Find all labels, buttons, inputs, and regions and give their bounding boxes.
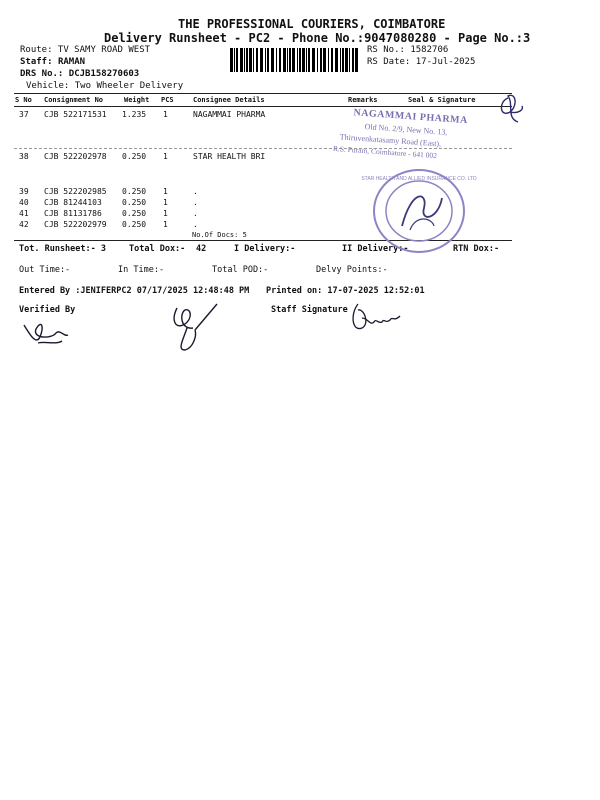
- row-consignment: CJB 81244103: [44, 198, 102, 207]
- staff-signature-label: Staff Signature: [271, 305, 348, 315]
- row-sno: 38: [19, 152, 29, 161]
- row-consignment: CJB 522202979: [44, 220, 107, 229]
- row-consignee: NAGAMMAI PHARMA: [193, 110, 266, 119]
- barcode-bar: [331, 48, 333, 72]
- barcode-bar: [317, 48, 318, 72]
- stamp-line: Thiruvenkatasamy Road (East),: [339, 132, 442, 149]
- row-pcs: 1: [163, 187, 168, 196]
- row-weight: 0.250: [122, 152, 147, 161]
- rs-date: RS Date: 17-Jul-2025: [367, 57, 476, 67]
- drs-value: DCJB158270603: [68, 69, 140, 79]
- drs-label: DRS No.:: [20, 69, 64, 79]
- row-pcs: 1: [163, 220, 168, 229]
- barcode-bar: [342, 48, 344, 72]
- barcode-bar: [279, 48, 281, 72]
- col-pcs: PCS: [161, 96, 174, 104]
- barcode-bar: [349, 48, 350, 72]
- row-pcs: 1: [163, 198, 168, 207]
- row-consignee: .: [193, 198, 198, 207]
- barcode-bar: [265, 48, 266, 72]
- row-sno: 37: [19, 110, 29, 119]
- barcode-bar: [320, 48, 322, 72]
- total-dox-value: 42: [196, 244, 207, 254]
- out-time: Out Time:-: [19, 265, 71, 275]
- staff-value: RAMAN: [57, 57, 86, 67]
- barcode-bar: [302, 48, 305, 72]
- staff-signature: [348, 298, 408, 338]
- barcode-bar: [253, 48, 254, 72]
- no-of-docs: No.Of Docs: 5: [192, 231, 247, 239]
- barcode-bar: [267, 48, 269, 72]
- col-consignee: Consignee Details: [193, 96, 265, 104]
- table-header-rule: [14, 106, 512, 107]
- barcode-bar: [299, 48, 301, 72]
- i-delivery: I Delivery:-: [234, 244, 296, 254]
- barcode-bar: [236, 48, 238, 72]
- col-weight: Weight: [124, 96, 150, 104]
- col-sno: S No: [15, 96, 32, 104]
- staff: [20, 57, 85, 67]
- total-pod: Total POD:-: [212, 265, 269, 275]
- barcode-bar: [246, 48, 248, 72]
- row-weight: 0.250: [122, 187, 147, 196]
- verifier-signature: [22, 315, 72, 350]
- printed-on: Printed on: 17-07-2025 12:52:01: [266, 286, 425, 296]
- barcode-bar: [345, 48, 348, 72]
- barcode-bar: [355, 48, 358, 72]
- rtn-dox: RTN Dox:-: [453, 244, 500, 254]
- barcode-bar: [287, 48, 288, 72]
- ii-delivery: II Delivery:-: [342, 244, 409, 254]
- seal-text: STAR HEALTH AND ALLIED INSURANCE CO. LTD: [361, 176, 477, 182]
- barcode-bar: [283, 48, 286, 72]
- row-consignee: .: [193, 187, 198, 196]
- row-sno: 41: [19, 209, 29, 218]
- rs-number: RS No.: 1582706: [367, 45, 449, 55]
- stamp-line: Old No. 2/9, New No. 13,: [364, 122, 448, 137]
- row-consignment: CJB 522171531: [44, 110, 107, 119]
- row-consignment: CJB 81131786: [44, 209, 102, 218]
- barcode-bar: [352, 48, 354, 72]
- row-consignee: STAR HEALTH BRI: [193, 152, 266, 161]
- barcode-bar: [335, 48, 338, 72]
- row-pcs: 1: [163, 152, 168, 161]
- stamp-line: R.S. Puram, Coimbatore - 641 002: [332, 143, 438, 161]
- row-weight: 0.250: [122, 198, 147, 207]
- col-consignment: Consignment No: [44, 96, 104, 104]
- barcode-bar: [244, 48, 245, 72]
- col-remarks: Remarks: [348, 96, 378, 104]
- row-consignee: .: [193, 209, 198, 218]
- row-sno: 40: [19, 198, 29, 207]
- row-pcs: 1: [163, 209, 168, 218]
- row-consignment: CJB 522202978: [44, 152, 107, 161]
- barcode-bar: [297, 48, 298, 72]
- barcode-bar: [230, 48, 233, 72]
- consignee-signature-top: [496, 88, 526, 128]
- row-weight: 0.250: [122, 209, 147, 218]
- table-top-rule: [14, 93, 512, 94]
- barcode-bar: [308, 48, 310, 72]
- barcode-bar: [323, 48, 326, 72]
- barcode-bar: [276, 48, 277, 72]
- tot-runsheet: Tot. Runsheet:- 3: [19, 244, 106, 254]
- barcode-bar: [289, 48, 291, 72]
- barcode-bar: [312, 48, 315, 72]
- total-dox-label: Total Dox:-: [129, 244, 186, 254]
- row-weight: 0.250: [122, 220, 147, 229]
- stamp-line: NAGAMMAI PHARMA: [353, 107, 469, 127]
- drs-number: [20, 69, 139, 79]
- row-consignee: .: [193, 220, 198, 229]
- route: Route: TV SAMY ROAD WEST: [20, 45, 151, 55]
- company-title: THE PROFESSIONAL COURIERS, COIMBATORE: [178, 17, 446, 31]
- barcode-bar: [271, 48, 274, 72]
- barcode-bar: [249, 48, 252, 72]
- barcode-bar: [234, 48, 235, 72]
- row-sno: 42: [19, 220, 29, 229]
- barcode-bar: [256, 48, 258, 72]
- barcode-bar: [260, 48, 263, 72]
- entered-by: Entered By :JENIFERPC2 07/17/2025 12:48:48 PM: [19, 286, 250, 296]
- barcode-bar: [328, 48, 329, 72]
- verified-by: Verified By: [19, 305, 76, 315]
- barcode-bar: [306, 48, 307, 72]
- barcode-graphic: [230, 48, 360, 72]
- row-consignment: CJB 522202985: [44, 187, 107, 196]
- runsheet-subtitle: Delivery Runsheet - PC2 - Phone No.:9047080280 - Page No.:3: [104, 31, 531, 45]
- in-time: In Time:-: [118, 265, 165, 275]
- barcode-bar: [292, 48, 295, 72]
- staff-signature-mark: [165, 300, 225, 360]
- delvy-points: Delvy Points:-: [316, 265, 388, 275]
- barcode-bar: [240, 48, 243, 72]
- row-sno: 39: [19, 187, 29, 196]
- row-weight: 1.235: [122, 110, 147, 119]
- row-pcs: 1: [163, 110, 168, 119]
- vehicle: Vehicle: Two Wheeler Delivery: [26, 81, 184, 91]
- barcode-bar: [340, 48, 341, 72]
- col-seal-signature: Seal & Signature: [408, 96, 476, 104]
- staff-label: Staff:: [20, 57, 53, 67]
